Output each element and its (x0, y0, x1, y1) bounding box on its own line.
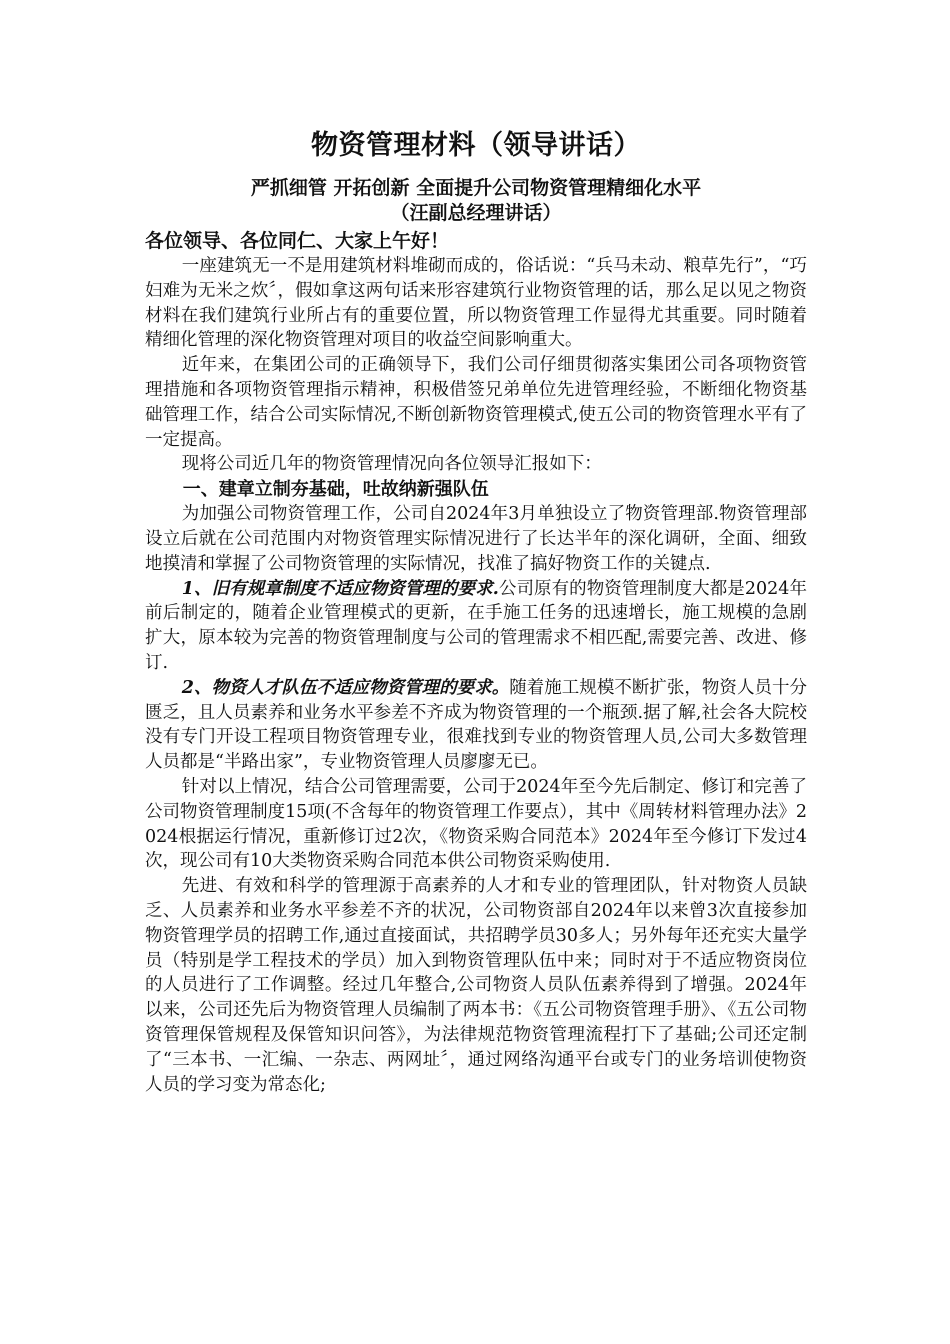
document-title: 物资管理材料（领导讲话） (311, 130, 641, 161)
greeting: 各位领导、各位同仁、大家上午好！ (145, 230, 450, 252)
document-subtitle: 严抓细管 开拓创新 全面提升公司物资管理精细化水平 (250, 177, 702, 199)
item-1-paragraph (145, 577, 807, 676)
item-1-lead: 1、旧有规章制度不适应物资管理的要求. (181, 578, 499, 599)
paragraph-report-intro: 现将公司近几年的物资管理情况向各位领导汇报如下： (181, 454, 602, 475)
item-1-text: 公司原有的物资管理制度大都是2024年前后制定的，随着企业管理模式的更新，在手施工任务的迅速增长，施工规模的急剧扩大，原本较为完善的物资管理制度与公司的管理需求不相匹配,需要完善、改进、修订. (145, 578, 807, 673)
document-page (145, 126, 807, 1097)
paragraph-talent: 先进、有效和科学的管理源于高素养的人才和专业的管理团队，针对物资人员缺乏、人员素养和业务水平参差不齐的状况，公司物资部自2024年以来曾3次直接参加物资管理学员的招聘工作,通过直接面试，共招聘学员30多人；另外每年还充实大量学员（特别是学工程技术的学员）加入到物资管理队伍中来；同时对于不适应物资岗位的人员进行了工作调整。经过几年整合,公司物资人员队伍素养得到了增强。2024年以来，公司还先后为物资管理人员编制了两本书：《五公司物资管理手册》、《五公司物资管理保管规程及保管知识问答》，为法律规范物资管理流程打下了基础;公司还定制了“三本书、一汇编、一杂志、两网址〞，通过网络沟通平台或专门的业务培训使物资人员的学习变为常态化; (145, 876, 807, 1095)
section-heading-1: 一、建章立制夯基础，吐故纳新强队伍 (182, 479, 489, 501)
paragraph-recent-years: 近年来，在集团公司的正确领导下，我们公司仔细贯彻落实集团公司各项物资管理措施和各项物资管理指示精神，积极借签兄弟单位先进管理经验，不断细化物资基础管理工作，结合公司实际情况,不断创新物资管理模式,使五公司的物资管理水平有了一定提高。 (145, 355, 807, 450)
paragraph-regulations: 针对以上情况，结合公司管理需要，公司于2024年至今先后制定、修订和完善了公司物资管理制度15项(不含每年的物资管理工作要点），其中《周转材料管理办法》2024根据运行情况，重新修订过2次，《物资采购合同范本》2024年至今修订下发过4次，现公司有10大类物资采购合同范本供公司物资采购使用. (145, 776, 807, 872)
item-2-lead: 2、物资人才队伍不适应物资管理的要求。 (181, 677, 510, 698)
item-2-paragraph (145, 676, 807, 775)
speaker-line: （汪副总经理讲话） (390, 202, 562, 224)
paragraph-intro: 一座建筑无一不是用建筑材料堆砌而成的，俗话说：“兵马未动、粮草先行”，“巧妇难为无米之炊〞，假如拿这两句话来形容建筑行业物资管理的话，那么足以见之物资材料在我们建筑行业所占有的重要位置，所以物资管理工作显得尤其重要。同时随着精细化管理的深化物资管理对项目的收益空间影响重大。 (145, 256, 807, 351)
paragraph-department-setup: 为加强公司物资管理工作，公司自2024年3月单独设立了物资管理部.物资管理部设立后就在公司范围内对物资管理实际情况进行了长达半年的深化调研，全面、细致地摸清和掌握了公司物资管理的实际情况，找准了搞好物资工作的关键点. (145, 504, 807, 574)
item-2-text: 随着施工规模不断扩张，物资人员十分匮乏，且人员素养和业务水平参差不齐成为物资管理的一个瓶颈.据了解,社会各大院校没有专门开设工程项目物资管理专业，很难找到专业的物资管理人员,公司大多数管理人员都是“半路出家”，专业物资管理人员廖廖无已。 (145, 677, 807, 773)
